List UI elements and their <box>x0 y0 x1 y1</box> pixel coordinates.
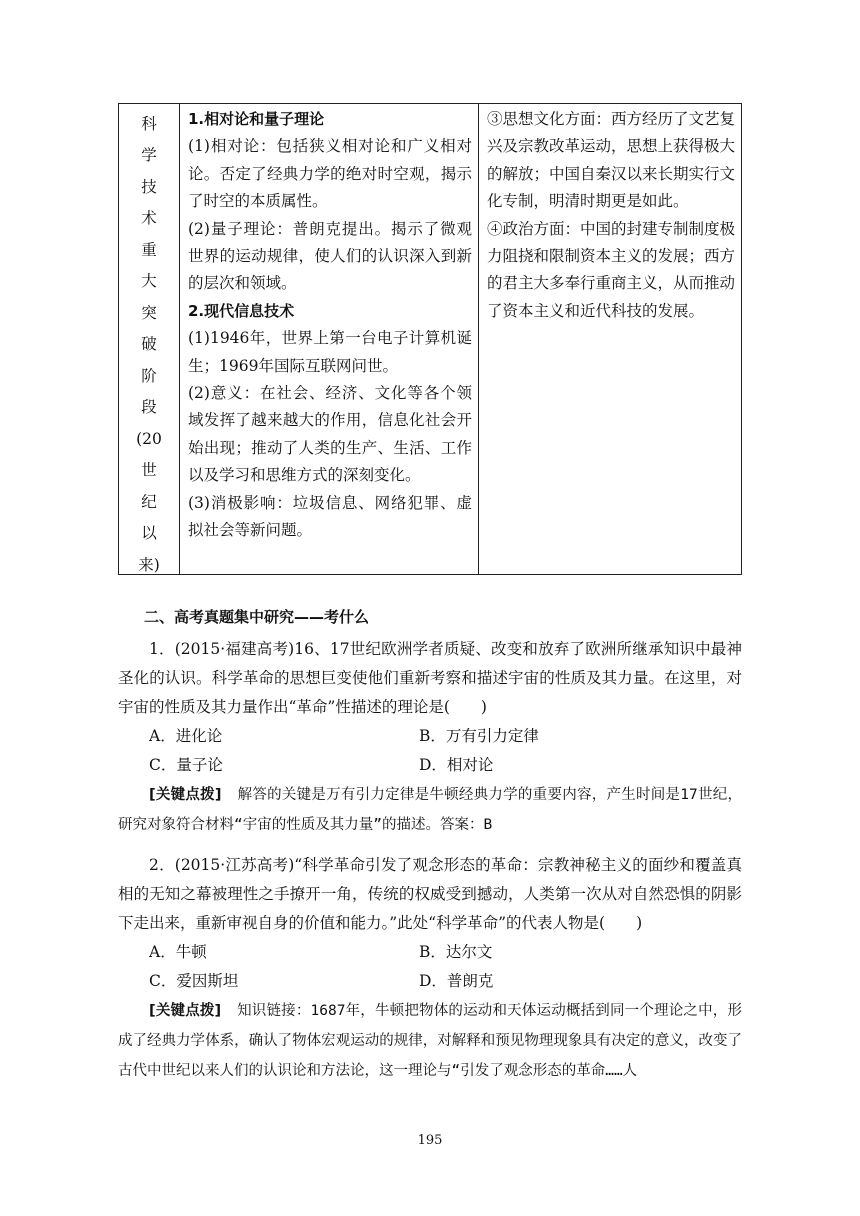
option-c: C．量子论 <box>149 756 223 774</box>
question-2-stem: 2．(2015·江苏高考)“科学革命引发了观念形态的革命：宗教神秘主义的面纱和覆盖真相的无知之幕被理性之手撩开一角，传统的权威受到撼动，人类第一次从对自然恐惧的阴影下走出来，重新审视自身的价值和能力。”此处“科学革命”的代表人物是( ) <box>118 856 742 932</box>
key-label: [关键点拨] <box>149 1003 222 1019</box>
heading-information-tech: 2.现代信息技术 <box>188 301 295 320</box>
option-d: D．相对论 <box>419 756 494 774</box>
option-d: D．普朗克 <box>419 972 494 990</box>
question-2 <box>118 851 742 1086</box>
option-a: A．进化论 <box>149 727 223 745</box>
quantum-text: (2)量子理论：普朗克提出。揭示了微观世界的运动规律，使人们的认识深入到新的层次和领域。 <box>188 219 472 293</box>
question-1-options-row-2 <box>149 751 742 780</box>
page-number: 195 <box>417 1133 443 1148</box>
reasons-cell <box>479 104 741 574</box>
question-2-key <box>118 996 742 1086</box>
option-c: C．爱因斯坦 <box>149 972 239 990</box>
negative-impact-text: (3)消极影响：垃圾信息、网络犯罪、虚拟社会等新问题。 <box>188 493 472 540</box>
question-1-key <box>118 780 742 840</box>
question-1-options-row-1 <box>149 722 742 751</box>
question-2-options-row-1 <box>149 938 742 967</box>
politics-reason-text: ④政治方面：中国的封建专制制度极力阻挠和限制资本主义的发展；西方的君主大多奉行重商主义，从而推动了资本主义和近代科技的发展。 <box>487 219 736 320</box>
relativity-text: (1)相对论：包括狭义相对论和广义相对论。否定了经典力学的绝对时空观，揭示了时空的本质属性。 <box>188 137 472 211</box>
computer-internet-text: (1)1946年，世界上第一台电子计算机诞生；1969年国际互联网问世。 <box>188 329 472 375</box>
question-1 <box>118 635 742 840</box>
option-b: B．达尔文 <box>419 943 493 961</box>
option-a: A．牛顿 <box>149 943 207 961</box>
significance-text: (2)意义：在社会、经济、文化等各个领域发挥了越来越大的作用，信息化社会开始出现；推动了人类的生产、生活、工作以及学习和思维方式的深刻变化。 <box>188 384 472 485</box>
stage-cell <box>119 104 180 574</box>
key-label: [关键点拨] <box>149 787 222 803</box>
achievements-cell <box>180 104 479 574</box>
stage-label: 科学技术重大突破阶段(20世纪以来) <box>136 114 162 574</box>
key-text: 解答的关键是万有引力定律是牛顿经典力学的重要内容，产生时间是17世纪，研究对象符合材料“宇宙的性质及其力量”的描述。答案：B <box>118 787 742 833</box>
key-text: 知识链接：1687年，牛顿把物体的运动和天体运动概括到同一个理论之中，形成了经典力学体系，确认了物体宏观运动的规律，对解释和预见物理现象具有决定的意义，改变了古代中世纪以来人们的认识论和方法论，这一理论与“引发了观念形态的革命……人 <box>118 1003 742 1079</box>
culture-reason-text: ③思想文化方面：西方经历了文艺复兴及宗教改革运动，思想上获得极大的解放；中国自秦汉以来长期实行文化专制，明清时期更是如此。 <box>487 110 736 211</box>
question-1-stem: 1．(2015·福建高考)16、17世纪欧洲学者质疑、改变和放弃了欧洲所继承知识中最神圣化的认识。科学革命的思想巨变使他们重新考察和描述宇宙的性质及其力量。在这里，对宇宙的性质及其力量作出“革命”性描述的理论是( ) <box>118 640 742 716</box>
section-title: 二、高考真题集中研究——考什么 <box>144 608 370 626</box>
option-b: B．万有引力定律 <box>419 727 539 745</box>
question-2-options-row-2 <box>149 967 742 996</box>
heading-relativity-quantum: 1.相对论和量子理论 <box>188 110 325 128</box>
content-table <box>118 103 742 575</box>
